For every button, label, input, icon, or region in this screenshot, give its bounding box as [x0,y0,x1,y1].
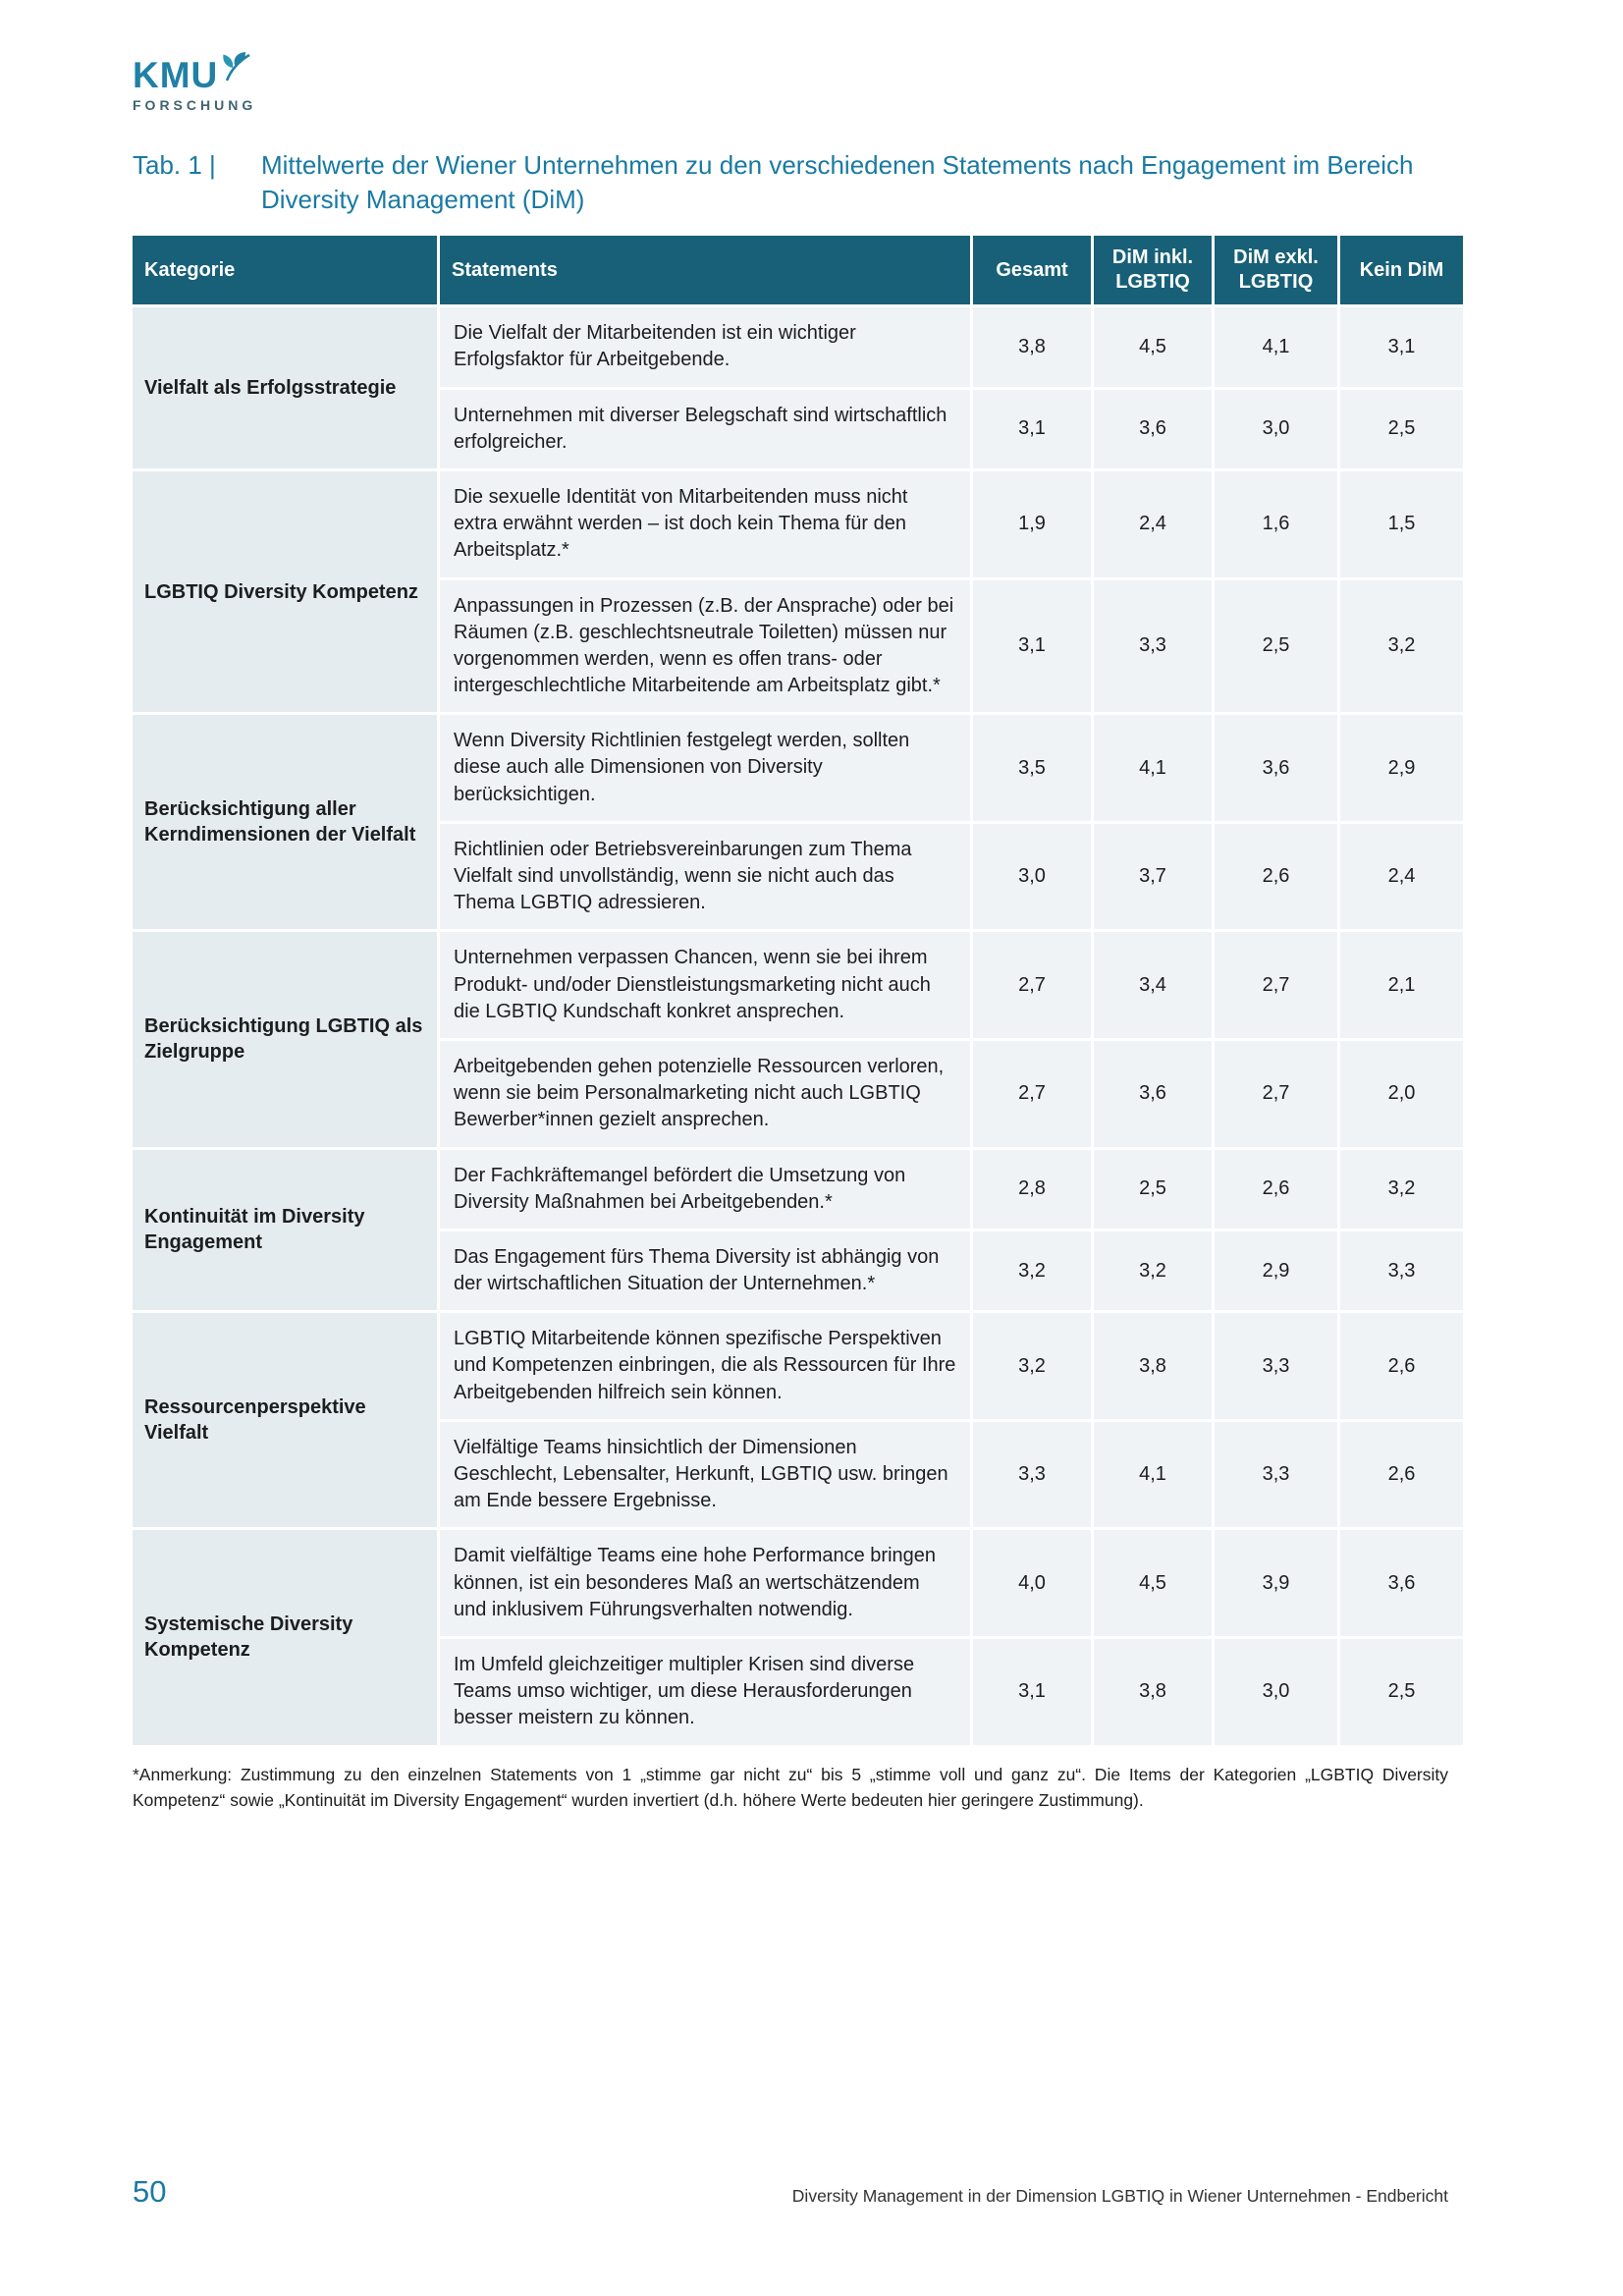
value-cell: 3,6 [1215,715,1337,821]
table-row [133,932,1463,1038]
header-row [133,236,1463,304]
value-cell: 2,6 [1340,1313,1463,1419]
table-body [133,307,1463,1744]
page-footer [133,2174,1448,2210]
value-cell: 2,5 [1340,1639,1463,1745]
value-cell: 2,0 [1340,1041,1463,1147]
table-row [133,471,1463,577]
value-cell: 3,6 [1094,390,1212,468]
statement-cell: Unternehmen verpassen Chancen, wenn sie bei ihrem Produkt- und/oder Dienstleistungsmarketing nicht auch die LGBTIQ Kundschaft konkret ansprechen. [440,932,970,1038]
column-header: Kategorie [133,236,437,304]
value-cell: 3,2 [1094,1231,1212,1310]
statement-cell: Die Vielfalt der Mitarbeitenden ist ein wichtiger Erfolgsfaktor für Arbeitgebende. [440,307,970,386]
category-cell: LGBTIQ Diversity Kompetenz [133,471,437,712]
table-row [133,715,1463,821]
value-cell: 2,4 [1340,824,1463,930]
value-cell: 3,6 [1094,1041,1212,1147]
value-cell: 4,5 [1094,1530,1212,1636]
value-cell: 3,4 [1094,932,1212,1038]
value-cell: 4,1 [1215,307,1337,386]
statement-cell: Im Umfeld gleichzeitiger multipler Krisen sind diverse Teams umso wichtiger, um diese Herausforderungen besser meistern zu können. [440,1639,970,1745]
statement-cell: Der Fachkräftemangel befördert die Umsetzung von Diversity Maßnahmen bei Arbeitgebenden.* [440,1150,970,1229]
table-row [133,1150,1463,1229]
value-cell: 2,7 [1215,1041,1337,1147]
value-cell: 3,2 [973,1313,1091,1419]
statement-cell: Damit vielfältige Teams eine hohe Performance bringen können, ist ein besonderes Maß an wertschätzendem und inklusivem Führungsverhalten notwendig. [440,1530,970,1636]
value-cell: 2,6 [1215,1150,1337,1229]
value-cell: 4,0 [973,1530,1091,1636]
statement-cell: LGBTIQ Mitarbeitende können spezifische Perspektiven und Kompetenzen einbringen, die als Ressourcen für Ihre Arbeitgebenden hilfreich sein können. [440,1313,970,1419]
statement-cell: Richtlinien oder Betriebsvereinbarungen zum Thema Vielfalt sind unvollständig, wenn sie nicht auch das Thema LGBTIQ adressieren. [440,824,970,930]
statement-cell: Arbeitgebenden gehen potenzielle Ressourcen verloren, wenn sie beim Personalmarketing nicht auch LGBTIQ Bewerber*innen gezielt ansprechen. [440,1041,970,1147]
value-cell: 2,7 [973,1041,1091,1147]
value-cell: 3,1 [1340,307,1463,386]
value-cell: 4,1 [1094,715,1212,821]
value-cell: 3,3 [973,1422,1091,1528]
statement-cell: Das Engagement fürs Thema Diversity ist abhängig von der wirtschaftlichen Situation der Unternehmen.* [440,1231,970,1310]
logo-forschung-text: FORSCHUNG [133,97,257,113]
value-cell: 2,8 [973,1150,1091,1229]
category-cell: Systemische Diversity Kompetenz [133,1530,437,1744]
category-cell: Vielfalt als Erfolgsstrategie [133,307,437,468]
table-row [133,307,1463,386]
value-cell: 2,5 [1094,1150,1212,1229]
logo-kmu-text: KMU [133,55,219,95]
value-cell: 3,7 [1094,824,1212,930]
statement-cell: Wenn Diversity Richtlinien festgelegt werden, sollten diese auch alle Dimensionen von Diversity berücksichtigen. [440,715,970,821]
statement-cell: Vielfältige Teams hinsichtlich der Dimensionen Geschlecht, Lebensalter, Herkunft, LGBTIQ usw. bringen am Ende bessere Ergebnisse. [440,1422,970,1528]
value-cell: 2,7 [1215,932,1337,1038]
value-cell: 3,1 [973,390,1091,468]
value-cell: 2,5 [1340,390,1463,468]
kmu-forschung-logo [133,57,256,113]
value-cell: 3,0 [1215,1639,1337,1745]
value-cell: 3,6 [1340,1530,1463,1636]
value-cell: 4,5 [1094,307,1212,386]
table-title-text: Mittelwerte der Wiener Unternehmen zu den verschiedenen Statements nach Engagement im Bereich Diversity Management (DiM) [261,150,1414,215]
value-cell: 3,9 [1215,1530,1337,1636]
footnote: *Anmerkung: Zustimmung zu den einzelnen Statements von 1 „stimme gar nicht zu“ bis 5 „stimme voll und ganz zu“. Die Items der Kategorien „LGBTIQ Diversity Kompetenz“ sowie „Kontinuität im Diversity Engagement“ wurden invertiert (d.h. höhere Werte bedeuten hier geringere Zustimmung). [133,1764,1448,1810]
page-number: 50 [133,2174,167,2209]
value-cell: 3,3 [1340,1231,1463,1310]
value-cell: 3,0 [973,824,1091,930]
value-cell: 1,5 [1340,471,1463,577]
value-cell: 3,0 [1215,390,1337,468]
value-cell: 1,9 [973,471,1091,577]
value-cell: 3,3 [1215,1313,1337,1419]
table-row [133,1313,1463,1419]
column-header: DiM exkl. LGBTIQ [1215,236,1337,304]
value-cell: 2,6 [1215,824,1337,930]
column-header: DiM inkl. LGBTIQ [1094,236,1212,304]
statements-table [130,233,1466,1747]
value-cell: 2,7 [973,932,1091,1038]
value-cell: 2,1 [1340,932,1463,1038]
table-caption [133,148,1448,217]
value-cell: 3,2 [1340,1150,1463,1229]
value-cell: 3,2 [973,1231,1091,1310]
value-cell: 1,6 [1215,471,1337,577]
value-cell: 3,1 [973,580,1091,713]
table-number-label: Tab. 1 | [133,150,216,180]
category-cell: Berücksichtigung aller Kerndimensionen der Vielfalt [133,715,437,929]
value-cell: 2,5 [1215,580,1337,713]
value-cell: 3,3 [1215,1422,1337,1528]
category-cell: Ressourcenperspektive Vielfalt [133,1313,437,1527]
value-cell: 3,8 [1094,1639,1212,1745]
value-cell: 3,5 [973,715,1091,821]
value-cell: 2,9 [1215,1231,1337,1310]
table-row [133,1530,1463,1636]
value-cell: 3,2 [1340,580,1463,713]
value-cell: 4,1 [1094,1422,1212,1528]
category-cell: Kontinuität im Diversity Engagement [133,1150,437,1311]
value-cell: 3,8 [1094,1313,1212,1419]
leaf-icon [220,51,253,87]
statement-cell: Anpassungen in Prozessen (z.B. der Ansprache) oder bei Räumen (z.B. geschlechtsneutrale Toiletten) müssen nur vorgenommen werden, wenn es offen trans- oder intergeschlechtliche Mitarbeitende am Arbeitsplatz gibt.* [440,580,970,713]
category-cell: Berücksichtigung LGBTIQ als Zielgruppe [133,932,437,1146]
value-cell: 2,6 [1340,1422,1463,1528]
value-cell: 3,1 [973,1639,1091,1745]
column-header: Kein DiM [1340,236,1463,304]
value-cell: 3,3 [1094,580,1212,713]
statement-cell: Unternehmen mit diverser Belegschaft sind wirtschaftlich erfolgreicher. [440,390,970,468]
footer-text: Diversity Management in der Dimension LGBTIQ in Wiener Unternehmen - Endbericht [791,2186,1448,2206]
value-cell: 2,4 [1094,471,1212,577]
column-header: Gesamt [973,236,1091,304]
value-cell: 3,8 [973,307,1091,386]
value-cell: 2,9 [1340,715,1463,821]
statement-cell: Die sexuelle Identität von Mitarbeitenden muss nicht extra erwähnt werden – ist doch kein Thema für den Arbeitsplatz.* [440,471,970,577]
column-header: Statements [440,236,970,304]
